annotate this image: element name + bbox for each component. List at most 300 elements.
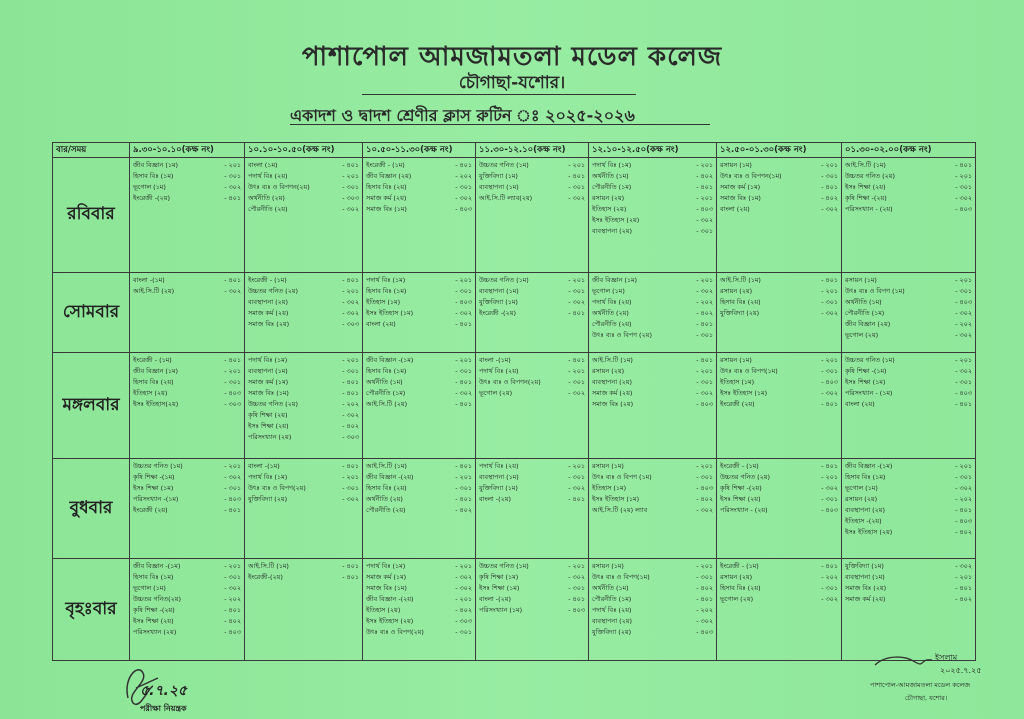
room-number: - ৩০১ [224, 484, 241, 492]
room-number: - ৪০১ [342, 276, 359, 284]
room-number: - ৩০২ [821, 389, 838, 397]
subject-name: উৎঃ ব্যঃ ও বিপণ(১ম) [720, 367, 778, 375]
controller-title: পরীক্ষা নিয়ন্ত্রক [140, 704, 187, 713]
room-number: - ২০২ [821, 573, 838, 581]
schedule-cell [589, 353, 717, 459]
subject-name: রসায়ন (২য়) [720, 287, 753, 295]
room-number: - ৪০১ [821, 462, 838, 470]
class-entry [845, 193, 972, 204]
room-number: - ৪০৩ [821, 378, 838, 386]
schedule-cell [245, 273, 363, 353]
class-entry [133, 594, 241, 605]
subject-name: আই.সি.টি ল্যাব(২য়) [479, 194, 533, 202]
room-number: - ৩০২ [342, 411, 359, 419]
subject-name: ইতিহাস -(২য়) [845, 517, 882, 525]
class-entry [133, 461, 241, 472]
room-number: - ৩০৩ [342, 433, 359, 441]
room-number: - ৪০১ [224, 606, 241, 614]
class-entry [592, 594, 713, 605]
room-number: - ৪০১ [455, 378, 472, 386]
subject-name: ইসঃ শিক্ষা (২য়) [845, 183, 886, 191]
room-number: - ৪০৩ [455, 205, 472, 213]
room-number: - ৪০৩ [568, 606, 585, 614]
schedule-cell [842, 353, 976, 459]
subject-name: ব্যবস্থাপনা (১ম) [479, 473, 519, 481]
subject-name: ইসঃ ইতিহাস (২য়) [592, 216, 640, 224]
subject-name: জীব বিজ্ঞান -(১ম) [133, 562, 181, 570]
room-number: - ৩০২ [955, 484, 972, 492]
subject-name: রসায়ন (১ম) [592, 462, 624, 470]
class-entry [479, 483, 585, 494]
subject-name: ভূগোল (২য়) [479, 389, 513, 397]
college-location: চৌগাছা-যশোর। [458, 73, 566, 93]
room-number: - ৩০২ [455, 309, 472, 317]
controller-label [140, 683, 188, 716]
class-entry [720, 399, 838, 410]
class-entry [133, 366, 241, 377]
room-number: - ৪০২ [955, 595, 972, 603]
class-entry [133, 583, 241, 594]
subject-name: হিসাব বিঃ (১ম) [133, 172, 174, 180]
routine-heading: একাদশ ও দ্বাদশ শ্রেণীর ক্লাস রুটিন ঃ ২০২৫-২০২৬ [290, 106, 635, 125]
routine-body [53, 158, 976, 661]
class-entry [133, 561, 241, 572]
class-entry [592, 275, 713, 286]
room-number: - ৩০৩ [455, 617, 472, 625]
class-entry [845, 594, 972, 605]
room-number: - ২০২ [955, 495, 972, 503]
room-number: - ২০১ [224, 161, 241, 169]
room-number: - ৪০১ [224, 276, 241, 284]
class-entry [479, 472, 585, 483]
class-entry [366, 605, 472, 616]
subject-name: কৃষি শিক্ষা (১ম) [479, 573, 519, 581]
room-number: - ৩০১ [955, 378, 972, 386]
room-number: - ৩০১ [455, 628, 472, 636]
class-entry [248, 366, 359, 377]
room-number: - ৪০২ [224, 617, 241, 625]
subject-name: পৌরনীতি (১ম) [845, 309, 885, 317]
room-number: - ২০২ [955, 320, 972, 328]
room-number: - ৪০১ [342, 161, 359, 169]
class-entry [720, 171, 838, 182]
class-entry [133, 616, 241, 627]
room-number: - ২০২ [696, 606, 713, 614]
class-entry [248, 410, 359, 421]
subject-name: ইতিহাস (২য়) [592, 205, 627, 213]
schedule-cell [476, 559, 589, 661]
class-entry [366, 483, 472, 494]
room-number: - ২০১ [568, 562, 585, 570]
class-entry [366, 461, 472, 472]
subject-name: পরিসংখ্যান (২য়) [248, 433, 292, 441]
class-entry [366, 572, 472, 583]
subject-name: ইংরেজী - (১ম) [133, 356, 172, 364]
subject-name: কৃষি শিক্ষা (২য়) [248, 411, 288, 419]
schedule-cell [717, 559, 842, 661]
subject-name: উৎঃ ব্যঃ ও বিপণ(২য়) [366, 628, 424, 636]
room-number: - ২০১ [821, 356, 838, 364]
room-number: - ২০১ [224, 462, 241, 470]
class-entry [248, 171, 359, 182]
room-number: - ২০১ [955, 172, 972, 180]
class-entry [479, 171, 585, 182]
class-entry [366, 388, 472, 399]
room-number: - ২০১ [342, 473, 359, 481]
principal-college: পাশাপোল-আমজামতলা মডেল কলেজ [870, 681, 971, 689]
room-number: - ৩০১ [696, 473, 713, 481]
schedule-cell [245, 559, 363, 661]
class-entry [845, 583, 972, 594]
class-entry [366, 505, 472, 516]
class-entry [366, 160, 472, 171]
class-entry [592, 319, 713, 330]
class-entry [720, 193, 838, 204]
schedule-cell [130, 158, 245, 273]
class-entry [845, 505, 972, 516]
room-number: - ৩০২ [955, 367, 972, 375]
class-entry [845, 319, 972, 330]
class-entry [366, 286, 472, 297]
class-entry [720, 160, 838, 171]
subject-name: উচ্চতর গনিত (২য়) [248, 287, 299, 295]
class-entry [248, 483, 359, 494]
subject-name: আই.সি.টি (১ম) [592, 356, 633, 364]
subject-name: ব্যবস্থাপনা (২য়) [592, 378, 632, 386]
class-entry [592, 182, 713, 193]
class-entry [133, 494, 241, 505]
class-entry [479, 193, 585, 204]
room-number: - ২০১ [342, 172, 359, 180]
class-entry [592, 226, 713, 237]
class-entry [845, 355, 972, 366]
class-entry [845, 461, 972, 472]
subject-name: ইসঃ শিক্ষা (১ম) [845, 378, 886, 386]
room-number: - ২০১ [821, 161, 838, 169]
room-number: - ৪০৩ [224, 389, 241, 397]
class-entry [366, 182, 472, 193]
schedule-cell [363, 559, 476, 661]
class-entry [248, 355, 359, 366]
class-entry [845, 388, 972, 399]
class-entry [592, 627, 713, 638]
class-entry [133, 377, 241, 388]
class-entry [479, 275, 585, 286]
subject-name: যুক্তিবিদ্যা (২য়) [592, 628, 632, 636]
subject-name: সমাজ কর্ম (২য়) [845, 595, 886, 603]
room-number: - ৪০১ [224, 506, 241, 514]
subject-name: রসায়ন (২য়) [845, 495, 878, 503]
room-number: - ৪০৩ [955, 389, 972, 397]
subject-name: ইসঃ শিক্ষা (২য়) [133, 617, 174, 625]
schedule-cell [363, 353, 476, 459]
period-header: ০১.৩০-০২.০০(কক্ষ নং) [842, 143, 976, 158]
class-entry [720, 472, 838, 483]
college-title: পাশাপোল আমজামতলা মডেল কলেজ [301, 42, 723, 72]
room-number: - ৩০২ [696, 287, 713, 295]
subject-name: যুক্তিবিদ্যা (১ম) [479, 172, 518, 180]
class-entry [592, 297, 713, 308]
room-number: - ৩০২ [224, 287, 241, 295]
room-number: - ৩০১ [224, 378, 241, 386]
room-number: - ৩০২ [342, 298, 359, 306]
subject-name: পদার্থ বিঃ (২য়) [479, 462, 519, 470]
room-number: - ২০২ [455, 172, 472, 180]
principal-name: ইসলাম [935, 653, 958, 662]
room-number: - ৪০১ [224, 194, 241, 202]
class-entry [592, 572, 713, 583]
class-entry [133, 286, 241, 297]
class-entry [248, 160, 359, 171]
schedule-cell [245, 459, 363, 559]
room-number: - ৩০১ [696, 573, 713, 581]
subject-name: ভূগোল (১ম) [133, 183, 166, 191]
room-number: - ৩০৩ [342, 320, 359, 328]
subject-name: বাংলা (২য়) [366, 320, 396, 328]
class-entry [366, 308, 472, 319]
class-entry [366, 494, 472, 505]
room-number: - ৩০১ [224, 573, 241, 581]
room-number: - ৪০৩ [955, 298, 972, 306]
class-entry [248, 421, 359, 432]
room-number: - ৩০২ [342, 309, 359, 317]
room-number: - ৪০১ [455, 462, 472, 470]
subject-name: ইতিহাস (১ম) [720, 378, 755, 386]
subject-name: ইসঃ ইতিহাস(২য়) [133, 400, 179, 408]
room-number: - ২০১ [821, 287, 838, 295]
room-number: - ৪০১ [455, 400, 472, 408]
room-number: - ৩০১ [568, 183, 585, 191]
room-number: - ৪০১ [342, 462, 359, 470]
class-entry [366, 355, 472, 366]
subject-name: পদার্থ বিঃ (২য়) [479, 367, 519, 375]
class-entry [592, 483, 713, 494]
class-entry [133, 171, 241, 182]
class-entry [720, 286, 838, 297]
room-number: - ৩০১ [342, 484, 359, 492]
subject-name: অর্থনীতি (১ম) [592, 584, 629, 592]
subject-name: উচ্চতর গনিত (১ম) [479, 276, 529, 284]
subject-name: ইংরেজী (২য়) [720, 400, 755, 408]
class-entry [133, 275, 241, 286]
room-number: - ৩০১ [955, 287, 972, 295]
room-number: - ৩০১ [342, 183, 359, 191]
subject-name: ইতিহাস (১ম) [592, 484, 627, 492]
class-entry [720, 483, 838, 494]
subject-name: ইসঃ ইতিহাস (১ম) [366, 309, 414, 317]
class-entry [845, 275, 972, 286]
class-entry [720, 572, 838, 583]
subject-name: উচ্চতর গনিত (২য়) [720, 473, 771, 481]
room-number: - ২০১ [696, 462, 713, 470]
schedule-cell [842, 459, 976, 559]
class-entry [479, 182, 585, 193]
subject-name: বাংলা (২য়) [720, 205, 750, 213]
room-number: - ৩০১ [342, 367, 359, 375]
subject-name: পদার্থ বিঃ (২য়) [592, 298, 632, 306]
subject-name: জীব বিজ্ঞান (২য়) [366, 172, 412, 180]
class-entry [479, 366, 585, 377]
class-entry [720, 308, 838, 319]
class-entry [479, 461, 585, 472]
schedule-cell [842, 273, 976, 353]
room-number: - ৪০২ [455, 606, 472, 614]
subject-name: পদার্থ বিঃ (২য়) [592, 606, 632, 614]
subject-name: সমাজ বিঃ (২য়) [845, 584, 887, 592]
class-entry [248, 297, 359, 308]
class-entry [720, 366, 838, 377]
room-number: - ৩০২ [696, 216, 713, 224]
class-entry [366, 594, 472, 605]
class-entry [248, 561, 359, 572]
class-entry [479, 355, 585, 366]
subject-name: ব্যবস্থাপনা (১ম) [479, 287, 519, 295]
room-number: - ৪০১ [568, 309, 585, 317]
class-entry [366, 377, 472, 388]
room-number: - ৪০১ [821, 400, 838, 408]
period-header: ১২.৫০-০১.৩০(কক্ষ নং) [717, 143, 842, 158]
room-number: - ৩০২ [821, 595, 838, 603]
room-number: - ৩০২ [455, 389, 472, 397]
room-number: - ৩০২ [568, 484, 585, 492]
day-row [53, 158, 976, 273]
subject-name: যুক্তিবিদ্যা (১ম) [479, 298, 518, 306]
subject-name: উৎঃ ব্যঃ ও বিপণ (১ম) [845, 287, 905, 295]
class-entry [248, 572, 359, 583]
schedule-cell [130, 559, 245, 661]
room-number: - ৪০১ [696, 356, 713, 364]
room-number: - ৩০১ [224, 172, 241, 180]
room-number: - ৪০১ [955, 584, 972, 592]
room-number: - ৪০২ [696, 584, 713, 592]
schedule-cell [130, 273, 245, 353]
room-number: - ৪০১ [821, 276, 838, 284]
schedule-cell [842, 559, 976, 661]
subject-name: উচ্চতর গনিত (১ম) [133, 462, 183, 470]
class-entry [248, 319, 359, 330]
room-number: - ২০২ [224, 595, 241, 603]
class-entry [248, 193, 359, 204]
class-entry [479, 572, 585, 583]
class-entry [366, 627, 472, 638]
subject-name: উৎঃ ব্যঃ ও বিপণন(২য়) [479, 378, 541, 386]
class-entry [592, 366, 713, 377]
day-label: সোমবার [53, 273, 130, 353]
subject-name: বাংলা -(২য়) [479, 595, 512, 603]
subject-name: ইসঃ ইতিহাস (১ম) [592, 495, 640, 503]
class-entry [133, 472, 241, 483]
subject-name: বাংলা -(১ম) [133, 276, 165, 284]
subject-name: হিসাব বিঃ (২য়) [720, 298, 761, 306]
subject-name: ইসঃ শিক্ষা (২য়) [248, 422, 289, 430]
room-number: - ৩০২ [955, 331, 972, 339]
subject-name: ভূগোল (১ম) [845, 484, 878, 492]
room-number: - ৪০১ [342, 562, 359, 570]
subject-name: উৎঃ ব্যঃ ও বিপণন(১ম) [720, 172, 782, 180]
room-number: - ২০১ [568, 276, 585, 284]
schedule-cell [717, 459, 842, 559]
subject-name: আই.সি.টি (২য়) ল্যাব [592, 506, 648, 514]
subject-name: পদার্থ বিঃ (১ম) [248, 356, 288, 364]
class-entry [248, 472, 359, 483]
subject-name: ইংরেজী (২য়) [133, 506, 168, 514]
class-entry [592, 505, 713, 516]
subject-name: ইসঃ শিক্ষা (২য়) [720, 495, 761, 503]
room-number: - ৩০৩ [224, 400, 241, 408]
room-number: - ৩০২ [696, 389, 713, 397]
subject-name: ইংরেজী - (১ম) [720, 462, 759, 470]
subject-name: যুক্তিবিদ্যা (১ম) [479, 484, 518, 492]
subject-name: অর্থনীতি (২য়) [248, 194, 285, 202]
class-entry [248, 388, 359, 399]
subject-name: ইতিহাস (২য়) [133, 389, 168, 397]
room-number: - ২০১ [955, 462, 972, 470]
class-entry [248, 286, 359, 297]
class-entry [592, 330, 713, 341]
subject-name: পরিসংখ্যান -(১ম) [133, 495, 179, 503]
period-header: ১১.৩০-১২.১০(কক্ষ নং) [476, 143, 589, 158]
class-entry [366, 204, 472, 215]
room-number: - ৪০১ [342, 378, 359, 386]
room-number: - ২০১ [696, 276, 713, 284]
room-number: - ৪০৩ [696, 628, 713, 636]
class-entry [248, 399, 359, 410]
room-number: - ৪০১ [568, 356, 585, 364]
schedule-cell [589, 158, 717, 273]
heading-underline [290, 124, 710, 125]
subject-name: বাংলা -(১ম) [248, 462, 280, 470]
class-entry [720, 583, 838, 594]
corner-header: বার/সময় [53, 143, 130, 158]
subject-name: বাংলা -(১ম) [479, 356, 511, 364]
class-entry [479, 297, 585, 308]
subject-name: হিসাব বিঃ (১ম) [845, 473, 886, 481]
room-number: - ৪০১ [455, 320, 472, 328]
subject-name: হিসাব বিঃ (১ম) [133, 573, 174, 581]
room-number: - ৪০১ [696, 320, 713, 328]
class-entry [845, 561, 972, 572]
subject-name: পৌরনীতি (১ম) [592, 595, 632, 603]
class-entry [592, 204, 713, 215]
schedule-cell [589, 559, 717, 661]
class-entry [479, 583, 585, 594]
class-entry [366, 561, 472, 572]
subject-name: উচ্চতর গনিত (১ম) [479, 161, 529, 169]
subject-name: ইতিহাস (২য়) [366, 606, 401, 614]
room-number: - ৩০১ [455, 484, 472, 492]
subject-name: উচ্চতর গনিত (১ম) [845, 356, 895, 364]
room-number: - ৪০২ [696, 172, 713, 180]
class-entry [845, 366, 972, 377]
subject-name: উৎঃ ব্যঃ ও বিপণ (২য়) [592, 331, 652, 339]
subject-name: ইসঃ শিক্ষা (১ম) [479, 584, 520, 592]
subject-name: রসায়ন (২য়) [592, 194, 625, 202]
subject-name: বাংলা (২য়) [845, 400, 875, 408]
subject-name: ইংরেজী -(২য়) [133, 194, 170, 202]
class-entry [133, 388, 241, 399]
class-entry [366, 583, 472, 594]
subject-name: ইসঃ ইতিহাস (২য়) [366, 617, 414, 625]
subject-name: সমাজ কর্ম (১ম) [248, 378, 289, 386]
class-entry [845, 572, 972, 583]
class-entry [248, 275, 359, 286]
subject-name: ইংরেজী - (১ম) [720, 562, 759, 570]
subject-name: পদার্থ বিঃ (১ম) [366, 562, 406, 570]
room-number: - ২০১ [224, 367, 241, 375]
class-entry [845, 286, 972, 297]
room-number: - ৪০১ [955, 161, 972, 169]
room-number: - ৩০১ [568, 287, 585, 295]
